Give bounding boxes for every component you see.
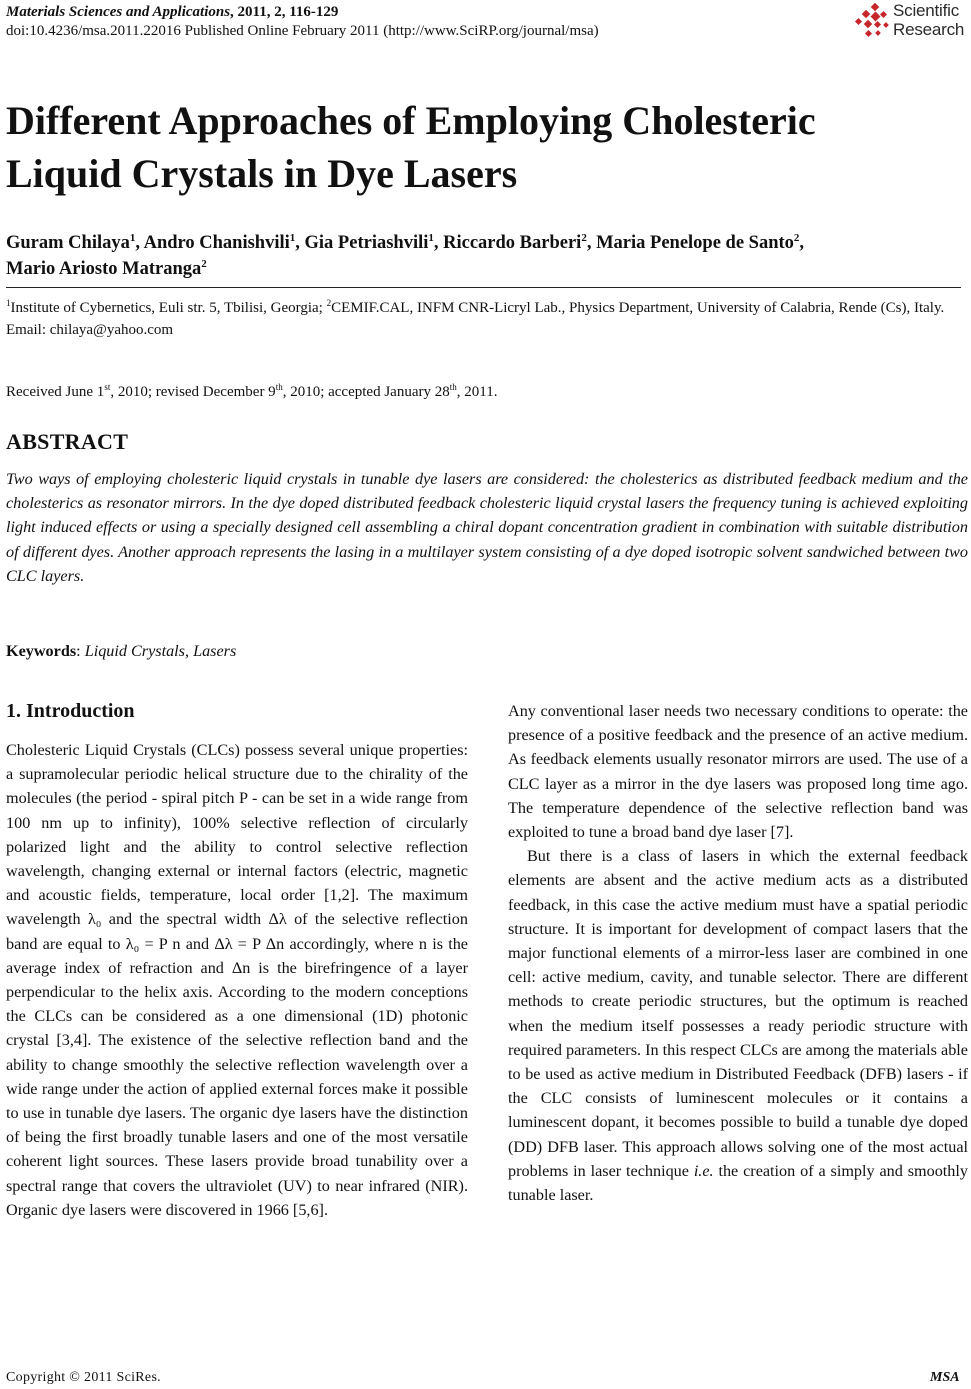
affiliation-mark: 1: [428, 231, 434, 244]
copyright-footer: Copyright © 2011 SciRes.: [6, 1370, 161, 1385]
affiliation-mark: 2: [793, 231, 800, 244]
ordinal-suffix: th: [275, 382, 283, 392]
paragraph-text: the creation of a simply and smoothly tunable laser.: [508, 1161, 968, 1205]
affiliations: [6, 297, 956, 341]
affiliation-2: CEMIF.CAL, INFM CNR-Licryl Lab., Physics Department, University of Calabria, Rende (Cs), Italy.: [331, 300, 945, 316]
abstract-heading: ABSTRACT: [6, 429, 129, 454]
author-name: Riccardo Barberi: [443, 233, 582, 253]
affiliation-mark: 2: [581, 231, 587, 244]
italic-abbrev: i.e.: [693, 1161, 714, 1180]
author-name: Maria Penelope de Santo: [596, 233, 794, 253]
right-column: [508, 699, 968, 1207]
revised-text: , 2010; revised December 9: [110, 384, 276, 400]
author-name: Andro Chanishvili: [143, 233, 290, 253]
abstract-body: Two ways of employing cholesteric liquid crystals in tunable dye lasers are considered: the cholesterics as distributed feedback medium and the cholesterics as resonator mirrors. In the dye doped distributed feedback cholesteric liquid crystal lasers the frequency tuning is achieved exploiting light induced effects or using a specially designed cell assembling a chiral dopant concentration gradient in combination with suitable distribution of different dyes. Another approach represents the lasing in a multilayer system consisting of a dye doped isotropic solvent sandwiched between two CLC layers.: [6, 470, 968, 585]
keywords: [6, 639, 236, 663]
affiliation-mark: 2: [326, 298, 332, 308]
author-list: Guram Chilaya$^1$, Andro Chanishvili$^1$, Gia Petriashvili$^1$, Riccardo Barberi$^2$, Maria Penelope de Santo$^2$, Mario Ariosto Matranga$^2$: [6, 231, 805, 279]
title-line-1: Different Approaches of Employing Cholesteric: [6, 98, 816, 143]
accepted-text: , 2010; accepted January 28: [282, 384, 450, 400]
ordinal-suffix: th: [449, 382, 457, 392]
affiliation-mark: 1: [289, 231, 296, 244]
ordinal-suffix: st: [104, 382, 111, 392]
author-email[interactable]: Email: chilaya@yahoo.com: [6, 322, 174, 338]
affiliation-1: Institute of Cybernetics, Euli str. 5, Tbilisi, Georgia;: [10, 300, 323, 316]
doi-line[interactable]: doi:10.4236/msa.2011.22016 Published Online February 2011 (http://www.SciRP.org/journal/msa): [6, 23, 599, 39]
journal-volume: , 2011, 2, 116-129: [230, 4, 339, 20]
logo-line-2: Research: [893, 20, 965, 39]
body-paragraph: Any conventional laser needs two necessary conditions to operate: the presence of a positive feedback and the presence of an active medium. As feedback elements usually resonator mirrors are used. The use of a CLC layer as a mirror in the dye lasers was proposed long time ago. The temperature dependence of the selective reflection band was exploited to tune a broad band dye laser [7].: [508, 702, 968, 842]
paragraph-text: But there is a class of lasers in which the external feedback elements are absent and the active medium acts as a distributed feedback, in this case the active medium must have a spatial periodic structure. It is important for development of compact lasers that the major functional elements of a mirror-less laser are combined in one cell: active medium, cavity, and tunable selector. There are different methods to create periodic structures, but the optimum is reached when the medium itself possesses a ready periodic structure with required parameters. In this respect CLCs are among the materials able to be used as active medium in Distributed Feedback (DFB) lasers - if the CLC consists of luminescent molecules or it contains a luminescent dopant, it becomes possible to build a tunable dye doped (DD) DFB laser. This approach allows solving one of the most actual problems in laser technique: [508, 847, 968, 1180]
author-name: Gia Petriashvili: [304, 233, 429, 253]
logo-wordmark: [893, 1, 964, 39]
body-paragraph: [508, 844, 968, 1207]
affiliation-mark: 1: [6, 298, 11, 308]
header-divider: [6, 287, 961, 288]
received-text: Received June 1: [6, 384, 105, 400]
journal-citation: [6, 3, 338, 22]
journal-abbreviation: MSA: [930, 1370, 960, 1385]
keyword-item: Lasers: [193, 642, 237, 660]
title-line-2: Liquid Crystals in Dye Lasers: [6, 151, 518, 196]
body-paragraph: Cholesteric Liquid Crystals (CLCs) possess several unique properties: a supramolecular periodic helical structure due to the chirality of the molecules (the period - spiral pitch P - can be set in a wide range from 100 nm up to infinity), 100% selective reflection of circularly polarized light and the ability to control selective reflection wavelength, changing external or internal factors (electric, magnetic and acoustic fields, temperature, local order [1,2]. The maximum wavelength λ₀ and the spectral width Δλ of the selective reflection band are equal to λ₀ = P n and Δλ = P Δn accordingly, where n is the average index of refraction and Δn is the birefringence of a layer perpendicular to the helix axis. According to the modern conceptions the CLCs can be considered as a one dimensional (1D) photonic crystal [3,4]. The existence of the selective reflection band and the ability to change smoothly the selective reflection wavelength over a wide range under the action of applied external forces make it possible to use in tunable dye lasers. The organic dye lasers have the distinction of being the first broadly tunable lasers and one of the most versatile coherent light sources. These lasers provide broad tunability over a spectral range that covers the ultraviolet (UV) to near infrared (NIR). Organic dye lasers were discovered in 1966 [5,6].: [6, 741, 468, 1219]
author-name: Mario Ariosto Matranga: [6, 259, 202, 279]
affiliation-mark: 1: [129, 231, 136, 244]
keyword-item: Liquid Crystals: [84, 642, 185, 660]
journal-name: Materials Sciences and Applications: [6, 4, 231, 20]
affiliation-mark: 2: [201, 257, 207, 270]
author-name: Guram Chilaya: [6, 233, 130, 253]
received-dates: [6, 381, 497, 403]
logo-line-1: Scientific: [893, 1, 960, 20]
keywords-separator: ,: [184, 642, 194, 660]
keywords-separator: :: [76, 642, 85, 660]
paper-title: [6, 94, 956, 200]
section-heading: 1. Introduction: [6, 700, 135, 722]
left-column: [6, 738, 468, 1222]
year-text: , 2011.: [456, 384, 498, 400]
keywords-label: Keywords: [6, 642, 77, 660]
